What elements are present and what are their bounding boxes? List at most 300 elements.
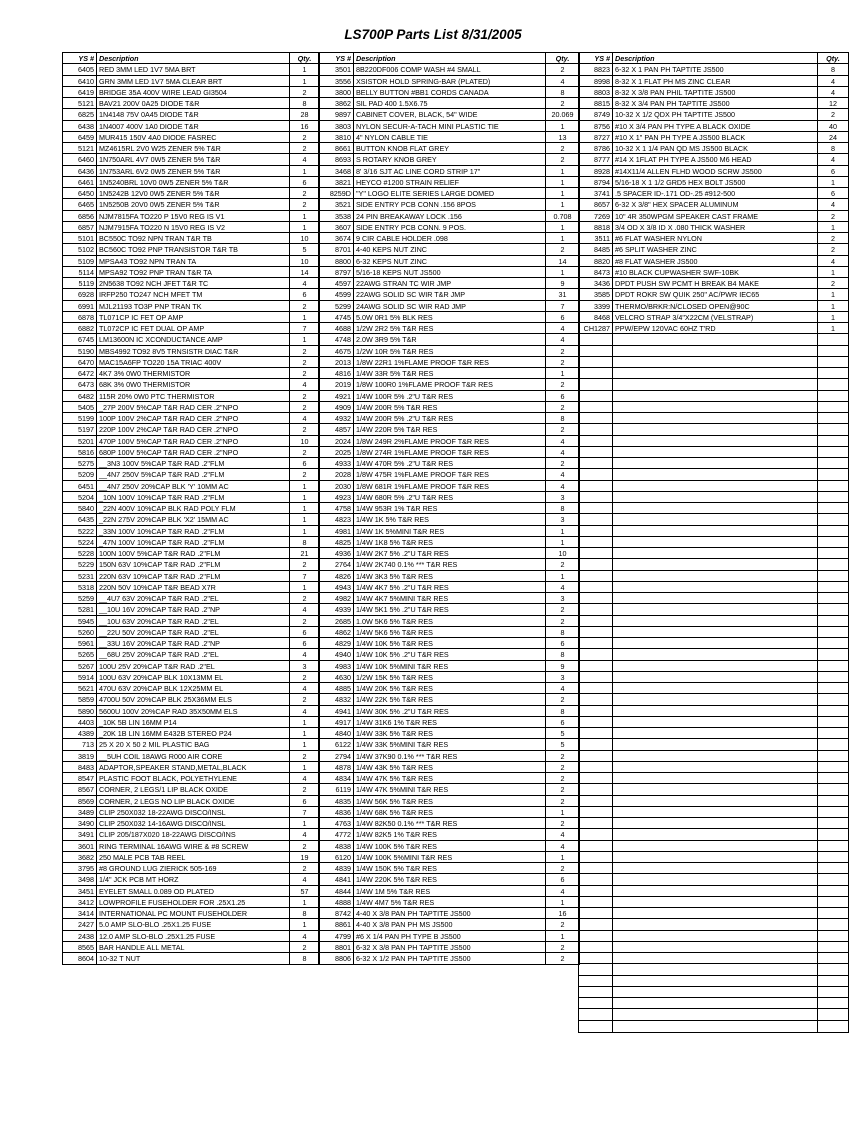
table-row	[579, 132, 848, 143]
table-row	[63, 773, 319, 784]
part-number: 5222	[63, 526, 97, 536]
part-qty	[818, 964, 848, 974]
part-qty: 7	[302, 571, 307, 581]
part-qty: 4	[302, 706, 307, 716]
part-description	[613, 526, 818, 536]
part-number: 4857	[319, 424, 354, 434]
table-row	[579, 469, 848, 480]
part-qty: 1	[560, 537, 565, 547]
table-row	[319, 593, 579, 604]
part-qty: 1	[560, 931, 565, 941]
part-qty: 6	[302, 177, 307, 187]
table-row	[63, 638, 319, 649]
part-qty: 2	[302, 369, 307, 378]
part-description: 1/4W 10K 5% .2"U T&R RES	[354, 649, 546, 659]
part-qty: 4	[831, 200, 835, 210]
table-row	[319, 537, 579, 548]
part-description	[613, 829, 818, 839]
part-qty: 4	[560, 324, 565, 333]
part-description: __68U 25V 20%CAP T&R RAD .2"EL	[97, 649, 290, 659]
part-qty	[818, 627, 848, 637]
table-row	[319, 571, 579, 582]
table-row	[579, 841, 848, 852]
part-qty	[818, 548, 848, 558]
part-qty: 14	[558, 256, 567, 266]
part-number: 5201	[63, 436, 97, 446]
part-number: 8794	[579, 177, 613, 187]
part-description: 1/4W 20K 5% T&R RES	[354, 683, 546, 693]
table-row	[319, 852, 579, 863]
part-qty: 1	[831, 312, 835, 322]
part-description	[613, 346, 818, 356]
part-number: 8786	[579, 143, 613, 153]
table-row	[579, 211, 848, 222]
part-number: 2427	[63, 919, 97, 929]
part-number: 8861	[319, 919, 354, 929]
part-description: __3N3 100V 5%CAP T&R RAD .2"FLM	[97, 458, 290, 468]
table-row	[63, 897, 319, 908]
part-qty	[818, 852, 848, 862]
part-description: 4700U 50V 20%CAP BLK 25X36MM ELS	[97, 694, 290, 704]
part-number: 5405	[63, 402, 97, 412]
header-qty: Qty.	[555, 54, 570, 63]
parts-table-column-1	[62, 52, 320, 965]
table-row	[63, 177, 319, 188]
part-qty	[818, 818, 848, 828]
part-number: 8693	[319, 154, 354, 164]
table-row	[319, 312, 579, 323]
part-qty: 2	[302, 672, 307, 682]
part-number	[579, 638, 613, 648]
table-row	[579, 458, 848, 469]
part-number: 4841	[319, 874, 354, 884]
part-description: 1N750ARL 4V7 0W5 ZENER 5% T&R	[97, 154, 290, 164]
part-number: 5199	[63, 413, 97, 423]
part-description: MPSA43 TO92 NPN TRAN TA	[97, 256, 290, 266]
part-qty: 3	[560, 672, 565, 682]
part-description: 6-32 X 1/2 PAN PH TAPTITE JS500	[354, 953, 546, 964]
table-row	[579, 222, 848, 233]
part-number: 4745	[319, 312, 354, 322]
part-number: 5204	[63, 492, 97, 502]
part-qty	[818, 503, 848, 513]
part-number: 5109	[63, 256, 97, 266]
table-row	[579, 154, 848, 165]
table-row	[579, 829, 848, 840]
part-description	[613, 582, 818, 592]
table-row	[63, 526, 319, 537]
part-number: 3821	[319, 177, 354, 187]
part-number: 4825	[319, 537, 354, 547]
part-qty: 4	[302, 931, 307, 941]
part-description: _20K 1B LIN 16MM E432B STEREO P24	[97, 728, 290, 738]
table-row	[579, 976, 848, 987]
part-description: 1/4W 220K 5% T&R RES	[354, 874, 546, 884]
part-qty: 8	[560, 504, 565, 513]
table-row	[63, 211, 319, 222]
part-number: 2019	[319, 379, 354, 389]
part-qty: 24	[829, 132, 837, 142]
part-qty: 2	[302, 942, 307, 952]
part-number: 4941	[319, 706, 354, 716]
part-number	[579, 368, 613, 378]
table-row	[579, 312, 848, 323]
table-row	[579, 424, 848, 435]
part-description: MPSA92 TO92 PNP TRAN T&R TA	[97, 267, 290, 277]
part-number	[579, 886, 613, 896]
part-qty: 4	[302, 774, 307, 783]
table-row	[319, 751, 579, 762]
part-description	[613, 942, 818, 952]
part-number	[579, 436, 613, 446]
parts-table-column-2	[318, 52, 580, 965]
part-description: 1/4W 150K 5% T&R RES	[354, 863, 546, 873]
part-description: 1/4W 1K 5% T&R RES	[354, 514, 546, 524]
part-number: 6436	[63, 166, 97, 176]
part-description: 1/4W 47K 5%MINI T&R RES	[354, 784, 546, 794]
part-description: 1N4007 400V 1A0 DIODE T&R	[97, 121, 290, 131]
part-description	[613, 1009, 818, 1019]
table-row	[579, 807, 848, 818]
part-qty: 1	[302, 211, 307, 221]
table-row	[579, 436, 848, 447]
part-description: 470U 63V 20%CAP BLK 12X25MM EL	[97, 683, 290, 693]
part-description	[613, 413, 818, 423]
part-description: CLIP 205/187X020 18-22AWG DISCO/INS	[97, 829, 290, 839]
part-qty: 31	[558, 290, 567, 300]
part-qty: 6	[560, 875, 565, 885]
part-number	[579, 649, 613, 659]
table-row	[579, 683, 848, 694]
part-number: 3511	[579, 233, 613, 243]
part-description	[613, 796, 818, 806]
part-number: 3585	[579, 289, 613, 299]
table-row	[579, 796, 848, 807]
part-qty: 4	[560, 830, 565, 840]
part-qty: 0.708	[553, 211, 572, 221]
part-number	[579, 942, 613, 952]
table-row	[63, 481, 319, 492]
part-qty	[818, 413, 848, 423]
table-row	[63, 143, 319, 154]
part-description: __4N7 250V 5%CAP T&R RAD .2"FLM	[97, 469, 290, 479]
table-row	[579, 751, 848, 762]
part-qty: 2	[560, 774, 565, 783]
part-number: 4826	[319, 571, 354, 581]
part-description: 4-40 KEPS NUT ZINC	[354, 244, 546, 254]
part-qty: 1	[302, 717, 307, 727]
table-row	[319, 762, 579, 773]
table-row	[63, 751, 319, 762]
part-number	[579, 807, 613, 817]
part-qty: 2	[302, 447, 307, 457]
part-number: 8756	[579, 121, 613, 131]
part-number: 4799	[319, 931, 354, 941]
part-qty: 2	[560, 942, 565, 952]
part-qty: 2	[560, 762, 565, 772]
part-qty	[818, 436, 848, 446]
table-row	[579, 76, 848, 87]
part-number: 8742	[319, 908, 354, 918]
part-number: 3810	[319, 132, 354, 142]
table-row	[579, 627, 848, 638]
part-number	[579, 706, 613, 716]
table-row	[319, 64, 579, 75]
part-qty: 8	[560, 627, 565, 637]
table-row	[319, 233, 579, 244]
part-qty: 2	[560, 459, 565, 468]
table-row	[319, 604, 579, 615]
part-description: BELLY BUTTON #BB1 CORDS CANADA	[354, 87, 546, 97]
table-row	[319, 413, 579, 424]
part-number	[579, 694, 613, 704]
part-description: 5/16-18 KEPS NUT JS500	[354, 267, 546, 277]
part-qty: 3	[560, 594, 565, 603]
part-description: #14X11/4 ALLEN FLHD WOOD SCRW JS500	[613, 166, 818, 176]
part-description: 1/8W 274R 1%FLAME PROOF T&R RES	[354, 447, 546, 457]
part-number: 6465	[63, 199, 97, 209]
part-description	[613, 931, 818, 941]
table-row	[63, 559, 319, 570]
table-row	[63, 109, 319, 120]
part-description: #10 X 3/4 PAN PH TYPE A BLACK OXIDE	[613, 121, 818, 131]
table-row	[63, 942, 319, 953]
part-number: 4917	[319, 717, 354, 727]
table-row	[63, 447, 319, 458]
part-description: #8 GROUND LUG ZIERICK 505-169	[97, 863, 290, 873]
part-description: 10-32 X 1/2 QDX PH TAPTITE JS500	[613, 109, 818, 119]
table-row	[319, 334, 579, 345]
part-qty: 13	[558, 132, 567, 142]
part-number: 4840	[319, 728, 354, 738]
table-row	[319, 289, 579, 300]
part-description: __10U 16V 20%CAP T&R RAD .2"NP	[97, 604, 290, 614]
part-number: 6120	[319, 852, 354, 862]
table-row	[579, 593, 848, 604]
part-description	[613, 571, 818, 581]
table-row	[319, 942, 579, 953]
table-row	[319, 211, 579, 222]
part-qty: 1	[831, 301, 835, 311]
table-row	[579, 739, 848, 750]
part-number	[579, 627, 613, 637]
part-number: 5816	[63, 447, 97, 457]
table-row	[319, 863, 579, 874]
part-description: 1/4W 200R 5% T&R RES	[354, 402, 546, 412]
part-number: 4839	[319, 863, 354, 873]
part-qty	[818, 334, 848, 344]
part-description: 1/4W 22K 5% T&R RES	[354, 694, 546, 704]
part-number: 3862	[319, 98, 354, 108]
table-row	[579, 863, 848, 874]
part-qty: 1	[302, 76, 307, 86]
part-number	[579, 863, 613, 873]
part-number: 4832	[319, 694, 354, 704]
part-qty: 4	[560, 582, 565, 592]
part-number: 6472	[63, 368, 97, 378]
part-description	[613, 919, 818, 929]
part-description: 4K7 3% 0W0 THERMISTOR	[97, 368, 290, 378]
part-number	[579, 751, 613, 761]
part-number: 4836	[319, 807, 354, 817]
part-number	[579, 469, 613, 479]
part-qty: 2	[302, 841, 307, 851]
part-qty	[818, 604, 848, 614]
part-number: 5281	[63, 604, 97, 614]
part-description	[613, 841, 818, 851]
part-number: 4885	[319, 683, 354, 693]
part-qty	[818, 672, 848, 682]
part-number: 8701	[319, 244, 354, 254]
part-description: S ROTARY KNOB GREY	[354, 154, 546, 164]
table-row	[579, 143, 848, 154]
part-description: CLIP 250X032 14-16AWG DISCO/INSL	[97, 818, 290, 828]
part-number: 4838	[319, 841, 354, 851]
part-description	[613, 818, 818, 828]
part-qty: 1	[302, 166, 307, 176]
part-number: 4921	[319, 391, 354, 401]
part-description	[613, 469, 818, 479]
table-row	[579, 413, 848, 424]
table-row	[319, 222, 579, 233]
table-row	[579, 728, 848, 739]
part-qty: 2	[560, 954, 565, 963]
table-row	[63, 886, 319, 897]
table-row	[319, 953, 579, 964]
part-number: 4878	[319, 762, 354, 772]
part-qty	[818, 458, 848, 468]
table-row	[319, 886, 579, 897]
part-qty: 2	[302, 346, 307, 356]
part-description	[613, 1021, 818, 1032]
part-qty: 1	[302, 515, 307, 525]
part-description: 8' 3/16 SJT AC LINE CORD STRIP 17"	[354, 166, 546, 176]
part-description	[613, 503, 818, 513]
part-description: 1/8W 22R1 1%FLAME PROOF T&R RES	[354, 357, 546, 367]
table-row	[579, 931, 848, 942]
part-description: 1/2W 15K 5% T&R RES	[354, 672, 546, 682]
table-row	[319, 301, 579, 312]
part-qty: 2	[302, 425, 307, 435]
part-number	[579, 739, 613, 749]
table-row	[63, 76, 319, 87]
table-row	[63, 64, 319, 75]
part-description: NJM7815FA TO220 P 15V0 REG IS V1	[97, 211, 290, 221]
table-row	[63, 323, 319, 334]
part-qty: 4	[560, 335, 565, 345]
header-qty: Qty.	[297, 54, 312, 63]
table-row	[319, 559, 579, 570]
part-qty: 4	[560, 436, 565, 446]
table-row	[319, 121, 579, 132]
part-number: 4909	[319, 402, 354, 412]
part-qty: 2	[302, 144, 307, 153]
part-description: #10 BLACK CUPWASHER SWF-10BK	[613, 267, 818, 277]
part-description	[613, 537, 818, 547]
part-number: 5231	[63, 571, 97, 581]
part-qty: 5	[560, 740, 565, 750]
table-row	[63, 571, 319, 582]
part-number: 4772	[319, 829, 354, 839]
part-number: 3800	[319, 87, 354, 97]
part-description: #10 X 1" PAN PH TYPE A JS500 BLACK	[613, 132, 818, 142]
part-qty	[818, 919, 848, 929]
table-row	[319, 391, 579, 402]
part-qty	[818, 1009, 848, 1019]
table-row	[319, 458, 579, 469]
part-number: 8727	[579, 132, 613, 142]
table-row	[319, 323, 579, 334]
part-qty: 4	[560, 684, 565, 693]
table-row	[579, 897, 848, 908]
part-number	[579, 987, 613, 997]
part-description: 1/4W 82K5 1% T&R RES	[354, 829, 546, 839]
part-description: _10N 100V 10%CAP T&R RAD .2"FLM	[97, 492, 290, 502]
part-description: _27P 200V 5%CAP T&R RAD CER .2"NPO	[97, 402, 290, 412]
part-description: 1/4W 56K 5% T&R RES	[354, 796, 546, 806]
part-description: #8 FLAT WASHER JS500	[613, 256, 818, 266]
part-description: TL071CP IC FET OP AMP	[97, 312, 290, 322]
part-description: #6 SPLIT WASHER ZINC	[613, 244, 818, 254]
part-qty: 6	[831, 189, 835, 198]
table-row	[319, 379, 579, 390]
part-qty: 6	[302, 459, 307, 468]
table-row	[319, 503, 579, 514]
table-row	[579, 1009, 848, 1020]
part-description: 250 MALE PCB TAB REEL	[97, 852, 290, 862]
part-qty: 1	[831, 222, 835, 232]
part-description	[613, 964, 818, 974]
part-qty: 1	[560, 897, 565, 907]
part-number: 5621	[63, 683, 97, 693]
part-number: 5260	[63, 627, 97, 637]
part-qty: 6	[560, 391, 565, 401]
table-row	[579, 987, 848, 998]
part-description: 1/4W 10K 5%MINI T&R RES	[354, 661, 546, 671]
table-row	[319, 514, 579, 525]
part-qty: 4	[831, 155, 835, 165]
part-description: INTERNATIONAL PC MOUNT FUSEHOLDER	[97, 908, 290, 918]
part-qty	[818, 728, 848, 738]
part-qty	[818, 976, 848, 986]
part-description: 4" NYLON CABLE TIE	[354, 132, 546, 142]
table-row	[63, 87, 319, 98]
part-description	[613, 897, 818, 907]
part-number: 5102	[63, 244, 97, 254]
part-number: 6460	[63, 154, 97, 164]
part-number: 2685	[319, 616, 354, 626]
part-description: DPDT PUSH SW PCMT H BREAK B4 MAKE	[613, 278, 818, 288]
table-row	[319, 177, 579, 188]
part-description: CORNER, 2 LEGS/1 LIP BLACK OXIDE	[97, 784, 290, 794]
part-number	[579, 548, 613, 558]
table-row	[63, 301, 319, 312]
part-qty: 2	[302, 616, 307, 626]
part-number: 4888	[319, 897, 354, 907]
table-row	[319, 436, 579, 447]
table-row	[579, 874, 848, 885]
part-number: 3412	[63, 897, 97, 907]
table-row	[319, 649, 579, 660]
part-qty	[818, 796, 848, 806]
part-number: 5961	[63, 638, 97, 648]
part-number: 8604	[63, 953, 97, 964]
part-number: 5228	[63, 548, 97, 558]
part-description: 100U 25V 20%CAP T&R RAD .2"EL	[97, 661, 290, 671]
table-row	[63, 267, 319, 278]
part-number: 8818	[579, 222, 613, 232]
table-row	[579, 98, 848, 109]
